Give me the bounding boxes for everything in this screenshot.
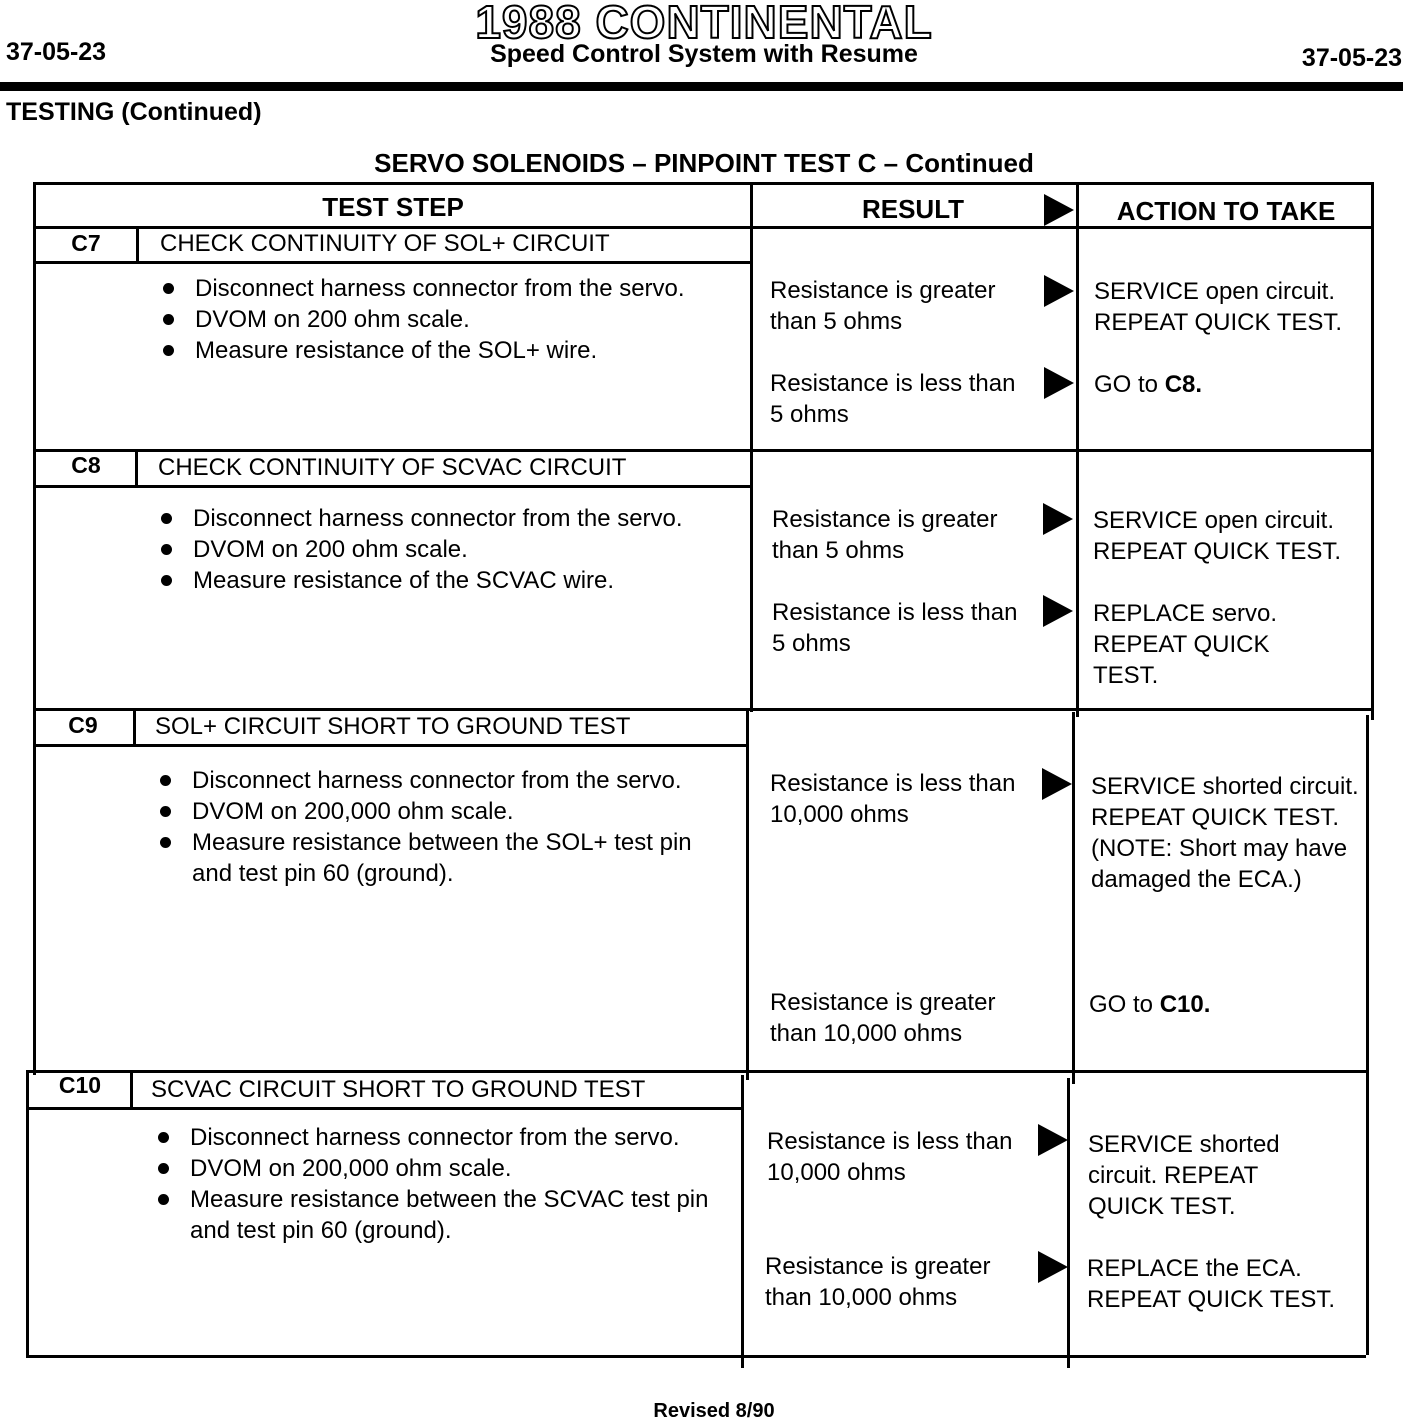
step-id: C9 bbox=[68, 712, 98, 738]
step-bullet: DVOM on 200,000 ohm scale. bbox=[154, 796, 714, 827]
action-column-divider-low bbox=[1067, 1078, 1070, 1368]
result-text: Resistance is greater than 10,000 ohms bbox=[765, 1253, 991, 1311]
result-arrow-icon bbox=[1043, 503, 1073, 535]
pinpoint-test-title: SERVO SOLENOIDS – PINPOINT TEST C – Continued bbox=[374, 148, 1034, 178]
step-bullet: Measure resistance of the SOL+ wire. bbox=[157, 335, 717, 366]
result-text: Resistance is greater than 5 ohms bbox=[770, 277, 996, 335]
step-bullet: DVOM on 200 ohm scale. bbox=[155, 534, 715, 565]
step-bullet: Measure resistance between the SCVAC test pin and test pin 60 (ground). bbox=[152, 1184, 712, 1246]
result-text: Resistance is greater than 5 ohms bbox=[772, 506, 998, 564]
result-arrow-icon bbox=[1043, 595, 1073, 627]
step-bullet-list bbox=[154, 765, 714, 889]
header-rule bbox=[0, 82, 1403, 91]
action-column-divider-mid bbox=[1072, 712, 1075, 1084]
result-column-divider-mid bbox=[746, 710, 749, 1080]
step-c7-id-divider bbox=[136, 226, 139, 263]
action-text: SERVICE open circuit. REPEAT QUICK TEST. bbox=[1094, 278, 1343, 336]
step-bullet-list bbox=[157, 273, 717, 366]
step-c9-id-divider bbox=[133, 708, 136, 746]
step-bullet: DVOM on 200,000 ohm scale. bbox=[152, 1153, 712, 1184]
step-c8-separator bbox=[33, 449, 1373, 452]
result-arrow-icon bbox=[1044, 275, 1074, 307]
action-column-header: ACTION TO TAKE bbox=[1116, 196, 1336, 226]
step-bullet: Measure resistance between the SOL+ test pin and test pin 60 (ground). bbox=[154, 827, 714, 889]
action-text: REPLACE servo. REPEAT QUICK TEST. bbox=[1093, 600, 1278, 689]
result-arrow-icon bbox=[1042, 768, 1072, 800]
table-right-border-lower bbox=[1366, 715, 1369, 1355]
revision-footer: Revised 8/90 bbox=[653, 1400, 775, 1420]
result-arrow-icon bbox=[1044, 194, 1074, 226]
action-text: REPLACE the ECA. REPEAT QUICK TEST. bbox=[1087, 1255, 1336, 1313]
table-left-border-lower bbox=[26, 1070, 29, 1358]
table-left-border bbox=[33, 182, 36, 1075]
step-bullet: DVOM on 200 ohm scale. bbox=[157, 304, 717, 335]
step-bullet: Disconnect harness connector from the servo. bbox=[155, 503, 715, 534]
step-c10-title-rule bbox=[29, 1107, 743, 1110]
result-arrow-icon bbox=[1038, 1124, 1068, 1156]
action-text: SERVICE shorted circuit. REPEAT QUICK TEST. bbox=[1088, 1131, 1280, 1220]
step-bullet-list bbox=[152, 1122, 712, 1246]
result-column-header: RESULT bbox=[861, 194, 965, 224]
step-c9-title-rule bbox=[33, 744, 748, 747]
step-title: SOL+ CIRCUIT SHORT TO GROUND TEST bbox=[155, 713, 631, 740]
step-c10-separator bbox=[29, 1070, 1369, 1073]
step-c9-separator bbox=[33, 708, 1371, 711]
result-column-divider-low bbox=[741, 1075, 744, 1368]
section-code-left: 37-05-23 bbox=[6, 38, 107, 66]
result-arrow-icon bbox=[1044, 367, 1074, 399]
result-arrow-icon bbox=[1038, 1251, 1068, 1283]
step-bullet: Measure resistance of the SCVAC wire. bbox=[155, 565, 715, 596]
step-id: C10 bbox=[58, 1072, 102, 1098]
step-c8-title-rule bbox=[33, 485, 752, 488]
manual-subtitle: Speed Control System with Resume bbox=[490, 40, 918, 68]
action-text: GO to C8. bbox=[1094, 371, 1203, 398]
action-text: GO to C10. bbox=[1089, 991, 1211, 1018]
step-title: CHECK CONTINUITY OF SCVAC CIRCUIT bbox=[158, 454, 627, 481]
step-bullet: Disconnect harness connector from the servo. bbox=[152, 1122, 712, 1153]
manual-title: 1988 CONTINENTAL bbox=[475, 0, 933, 48]
section-code-right: 37-05-23 bbox=[1301, 44, 1402, 72]
step-id: C7 bbox=[71, 230, 101, 256]
step-bullet: Disconnect harness connector from the servo. bbox=[154, 765, 714, 796]
table-top-border bbox=[36, 182, 1374, 185]
test-step-column-header: TEST STEP bbox=[322, 192, 464, 222]
action-text: SERVICE open circuit. REPEAT QUICK TEST. bbox=[1093, 507, 1342, 565]
action-text: SERVICE shorted circuit. REPEAT QUICK TEST. (NOTE: Short may have damaged the ECA.) bbox=[1091, 773, 1359, 893]
result-text: Resistance is less than 10,000 ohms bbox=[770, 770, 1016, 828]
step-title: CHECK CONTINUITY OF SOL+ CIRCUIT bbox=[160, 230, 610, 257]
result-text: Resistance is greater than 10,000 ohms bbox=[770, 989, 996, 1047]
section-title: TESTING (Continued) bbox=[6, 98, 262, 126]
table-bottom-border bbox=[26, 1355, 1366, 1358]
step-c7-title-rule bbox=[33, 261, 752, 264]
step-bullet: Disconnect harness connector from the servo. bbox=[157, 273, 717, 304]
step-title: SCVAC CIRCUIT SHORT TO GROUND TEST bbox=[151, 1076, 646, 1103]
result-text: Resistance is less than 5 ohms bbox=[772, 599, 1018, 657]
step-id: C8 bbox=[71, 452, 101, 478]
result-text: Resistance is less than 10,000 ohms bbox=[767, 1128, 1013, 1186]
step-bullet-list bbox=[155, 503, 715, 596]
result-text: Resistance is less than 5 ohms bbox=[770, 370, 1016, 428]
